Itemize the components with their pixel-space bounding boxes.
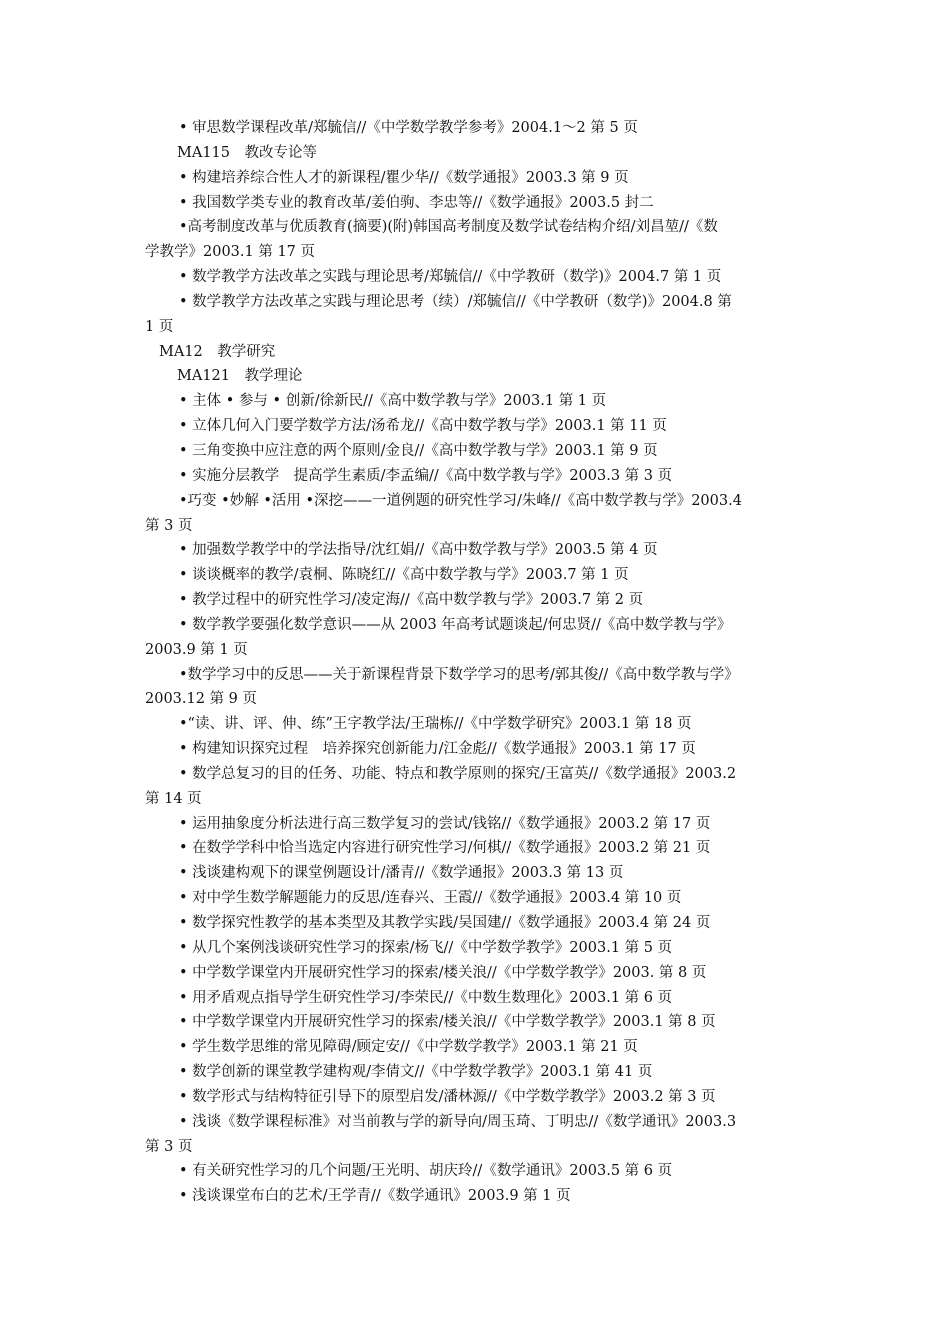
list-item: • 用矛盾观点指导学生研究性学习/李荣民//《中数生数理化》2003.1 第 6 页 <box>179 989 673 1006</box>
list-item-continuation: 第 3 页 <box>145 1138 193 1155</box>
list-item: • 从几个案例浅谈研究性学习的探索/杨飞//《中学数学教学》2003.1 第 5 页 <box>179 939 673 956</box>
list-item-continuation: 2003.12 第 9 页 <box>145 691 258 708</box>
list-item-continuation: 第 3 页 <box>145 517 193 534</box>
list-item: • 审思数学课程改革/郑毓信//《中学数学教学参考》2004.1～2 第 5 页 <box>179 120 638 136</box>
list-item: • 数学探究性教学的基本类型及其教学实践/吴国建//《数学通报》2003.4 第 24 页 <box>179 915 711 931</box>
list-item: • 中学数学课堂内开展研究性学习的探索/楼关浪//《中学数学教学》2003. 第 8 页 <box>179 964 707 981</box>
list-item: • 浅谈《数学课程标准》对当前教与学的新导向/周玉琦、丁明忠//《数学通讯》2003.3 <box>179 1113 737 1130</box>
list-item: • 数学总复习的目的任务、功能、特点和教学原则的探究/王富英//《数学通报》2003.2 <box>179 765 737 782</box>
list-item: • 数学教学要强化数学意识——从 2003 年高考试题谈起/何忠贤//《高中数学教与学》 <box>179 616 732 633</box>
subsection-heading: MA115 教改专论等 <box>177 144 317 161</box>
list-item: • 数学创新的课堂教学建构观/李倩文//《中学数学教学》2003.1 第 41 页 <box>179 1064 653 1081</box>
list-item: • 数学教学方法改革之实践与理论思考（续）/郑毓信//《中学教研（数学)》2004.8 第 <box>179 293 732 310</box>
list-item: • 有关研究性学习的几个问题/王光明、胡庆玲//《数学通讯》2003.5 第 6 页 <box>179 1163 673 1180</box>
list-item: • 立体几何入门要学数学方法/汤希龙//《高中数学教与学》2003.1 第 11 页 <box>179 418 667 435</box>
list-item: • 数学教学方法改革之实践与理论思考/郑毓信//《中学教研（数学)》2004.7 第 1 页 <box>179 269 722 286</box>
list-item: • 谈谈概率的教学/袁桐、陈晓红//《高中数学教与学》2003.7 第 1 页 <box>179 567 629 584</box>
list-item: • 教学过程中的研究性学习/凌定海//《高中数学教与学》2003.7 第 2 页 <box>179 592 644 609</box>
list-item: • 我国数学类专业的教育改革/姜伯驹、李忠等//《数学通报》2003.5 封二 <box>179 194 654 211</box>
list-item: • 三角变换中应注意的两个原则/金良//《高中数学教与学》2003.1 第 9 页 <box>179 442 658 459</box>
list-item: •巧变 •妙解 •活用 •深挖——一道例题的研究性学习/朱峰//《高中数学教与学》2003.4 <box>179 492 742 509</box>
list-item: •“读、讲、评、伸、练”王字教学法/王瑞栋//《中学数学研究》2003.1 第 18 页 <box>179 716 692 733</box>
list-item-continuation: 第 14 页 <box>145 790 202 807</box>
list-item: •数学学习中的反思——关于新课程背景下数学学习的思考/郭其俊//《高中数学教与学》 <box>179 666 739 683</box>
list-item: • 实施分层教学 提高学生素质/李孟编//《高中数学教与学》2003.3 第 3 页 <box>179 467 673 484</box>
section-heading: MA12 教学研究 <box>159 343 276 360</box>
list-item: • 主体 • 参与 • 创新/徐新民//《高中数学教与学》2003.1 第 1 页 <box>179 393 607 410</box>
list-item-continuation: 1 页 <box>145 318 174 335</box>
list-item-continuation: 2003.9 第 1 页 <box>145 641 248 658</box>
list-item: • 运用抽象度分析法进行高三数学复习的尝试/钱铭//《数学通报》2003.2 第 17 页 <box>179 815 711 832</box>
list-item: •高考制度改革与优质教育(摘要)(附)韩国高考制度及数学试卷结构介绍/刘昌堃//《数 <box>179 219 718 236</box>
list-item: • 浅谈建构观下的课堂例题设计/潘青//《数学通报》2003.3 第 13 页 <box>179 865 624 882</box>
list-item-continuation: 学教学》2003.1 第 17 页 <box>145 244 316 261</box>
bibliography-list <box>145 116 825 1209</box>
list-item: • 加强数学教学中的学法指导/沈红娟//《高中数学教与学》2003.5 第 4 页 <box>179 542 658 559</box>
list-item: • 中学数学课堂内开展研究性学习的探索/楼关浪//《中学数学教学》2003.1 第 8 页 <box>179 1014 716 1031</box>
list-item: • 构建知识探究过程 培养探究创新能力/江金彪//《数学通报》2003.1 第 17 页 <box>179 741 696 758</box>
list-item: • 数学形式与结构特征引导下的原型启发/潘林源//《中学数学教学》2003.2 第 3 页 <box>179 1088 716 1105</box>
list-item: • 浅谈课堂布白的艺术/王学青//《数学通讯》2003.9 第 1 页 <box>179 1188 571 1205</box>
list-item: • 构建培养综合性人才的新课程/瞿少华//《数学通报》2003.3 第 9 页 <box>179 169 629 186</box>
list-item: • 在数学学科中恰当选定内容进行研究性学习/何棋//《数学通报》2003.2 第 21 页 <box>179 840 711 857</box>
list-item: • 对中学生数学解题能力的反思/连春兴、王霞//《数学通报》2003.4 第 10 页 <box>179 890 682 907</box>
list-item: • 学生数学思维的常见障碍/顾定安//《中学数学教学》2003.1 第 21 页 <box>179 1039 638 1056</box>
subsection-heading: MA121 教学理论 <box>177 368 303 385</box>
